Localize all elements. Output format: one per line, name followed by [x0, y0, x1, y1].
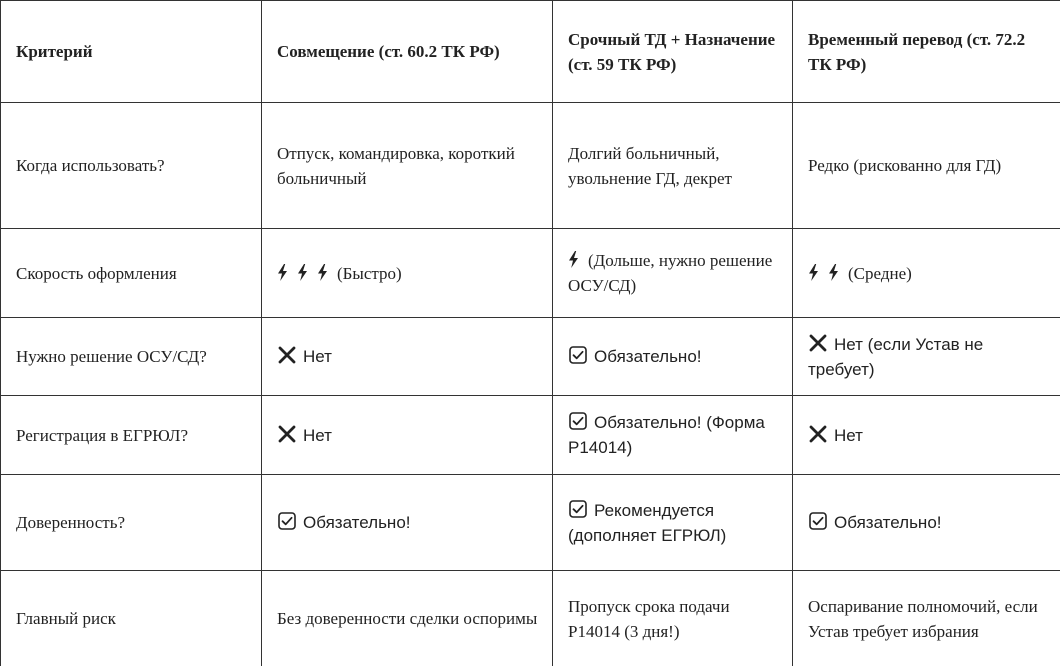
- value-cell: [793, 475, 1060, 571]
- status-text: Обязательно!: [303, 513, 411, 532]
- value-cell: Редко (рискованно для ГД): [793, 103, 1060, 229]
- table-row: [1, 229, 1060, 318]
- criterion-cell: Регистрация в ЕГРЮЛ?: [1, 396, 262, 475]
- table-row: [1, 103, 1060, 229]
- value-cell: Пропуск срока подачи Р14014 (3 дня!): [553, 571, 793, 666]
- speed-rating: [277, 264, 337, 283]
- table-row: [1, 571, 1060, 666]
- checkbox-icon: [568, 499, 588, 519]
- status-text: Нет: [303, 425, 332, 445]
- table-row: [1, 396, 1060, 475]
- header-row: [1, 1, 1060, 103]
- checkbox-icon: [568, 345, 588, 365]
- status-text: Рекомендуется (дополняет ЕГРЮЛ): [568, 500, 727, 545]
- criterion-cell: Доверенность?: [1, 475, 262, 571]
- checkbox-icon: [568, 411, 588, 431]
- value-cell: Долгий больничный, увольнение ГД, декрет: [553, 103, 793, 229]
- cross-icon: [277, 424, 297, 444]
- lightning-icon: [568, 251, 579, 268]
- lightning-icon: [317, 264, 328, 281]
- value-cell: [793, 318, 1060, 396]
- speed-rating: [808, 264, 848, 283]
- value-cell: Отпуск, командировка, короткий больничный: [262, 103, 553, 229]
- status-text: Нет (если Устав не требует): [808, 334, 984, 379]
- value-cell: [553, 475, 793, 571]
- table-row: [1, 318, 1060, 396]
- header-temporary-transfer: Временный перевод (ст. 72.2 ТК РФ): [793, 1, 1060, 103]
- criterion-cell: Нужно решение ОСУ/СД?: [1, 318, 262, 396]
- lightning-icon: [828, 264, 839, 281]
- criterion-cell: Скорость оформления: [1, 229, 262, 318]
- status-text: Обязательно! (Форма Р14014): [568, 413, 765, 457]
- status-text: Обязательно!: [834, 513, 942, 532]
- table-header: [1, 1, 1060, 103]
- value-cell: [262, 229, 553, 318]
- value-cell: [793, 396, 1060, 475]
- header-fixed-term-contract: Срочный ТД + Назначение (ст. 59 ТК РФ): [553, 1, 793, 103]
- cross-icon: [277, 345, 297, 365]
- header-combination: Совмещение (ст. 60.2 ТК РФ): [262, 1, 553, 103]
- value-cell: [553, 396, 793, 475]
- value-cell: [553, 229, 793, 318]
- table-row: [1, 475, 1060, 571]
- value-cell: [553, 318, 793, 396]
- cross-icon: [808, 333, 828, 353]
- value-cell: Без доверенности сделки оспоримы: [262, 571, 553, 666]
- speed-label: (Средне): [848, 263, 912, 283]
- cross-icon: [808, 424, 828, 444]
- value-cell: Оспаривание полномочий, если Устав требует избрания: [793, 571, 1060, 666]
- lightning-icon: [297, 264, 308, 281]
- lightning-icon: [277, 264, 288, 281]
- value-cell: [793, 229, 1060, 318]
- speed-label: (Быстро): [337, 263, 402, 283]
- value-cell: [262, 396, 553, 475]
- status-text: Обязательно!: [594, 347, 702, 366]
- header-criterion: Критерий: [1, 1, 262, 103]
- checkbox-icon: [277, 511, 297, 531]
- criterion-cell: Когда использовать?: [1, 103, 262, 229]
- value-cell: [262, 475, 553, 571]
- table-body: [1, 103, 1060, 666]
- lightning-icon: [808, 264, 819, 281]
- speed-label: (Дольше, нужно решение ОСУ/СД): [568, 251, 773, 295]
- criterion-cell: Главный риск: [1, 571, 262, 666]
- status-text: Нет: [303, 347, 332, 366]
- speed-rating: [568, 251, 588, 270]
- value-cell: [262, 318, 553, 396]
- status-text: Нет: [834, 425, 863, 445]
- checkbox-icon: [808, 511, 828, 531]
